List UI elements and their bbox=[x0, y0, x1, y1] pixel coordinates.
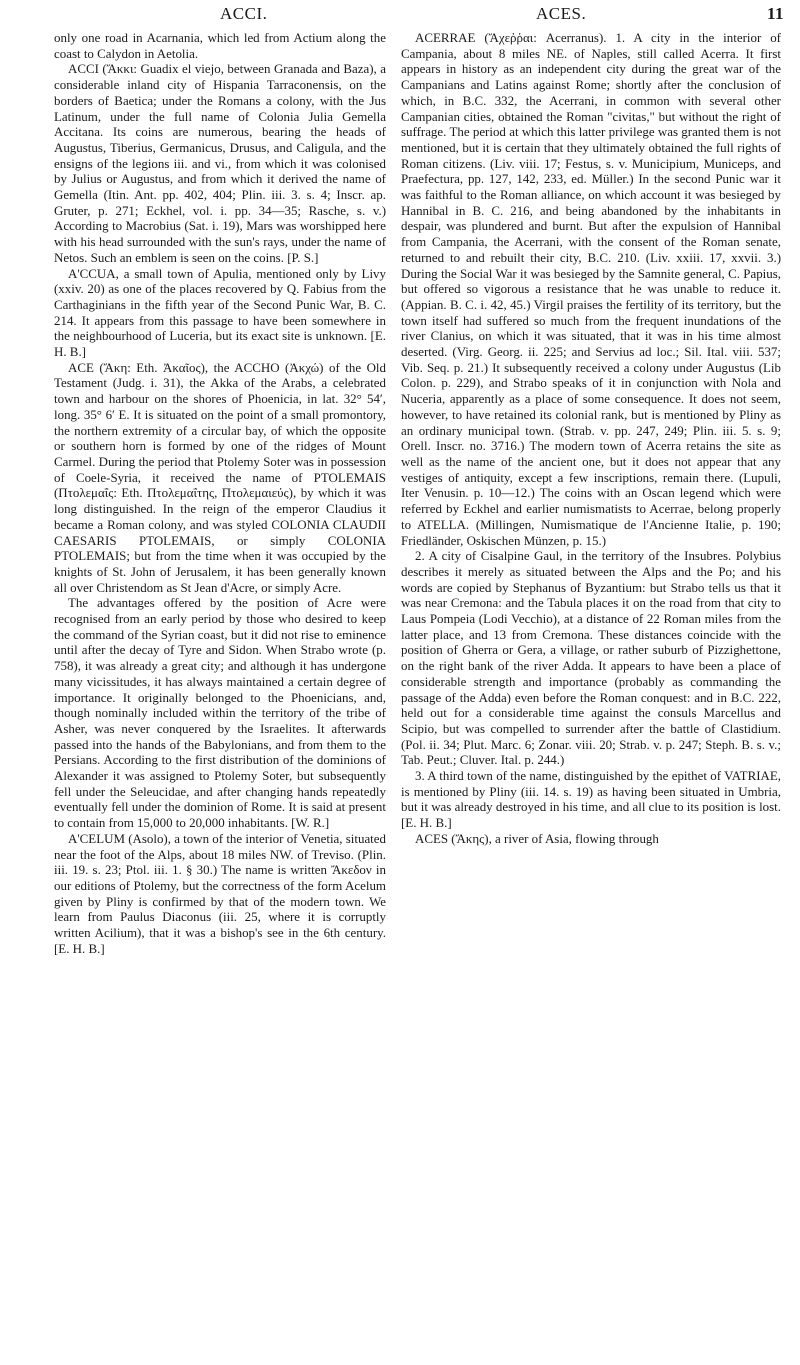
entry-ace-continued: The advantages offered by the position of Acre were recognised from an early period by those who desired to keep the command of the Syrian coast, but it did not rise to eminence until after the decay of Tyre and Sidon. When Strabo wrote (p. 758), it was already a great city; and although it has undergone many vicissitudes, it has always maintained a certain degree of importance. It originally belonged to the Phoenicians, and, though nominally included within the territory of the tribe of Asher, was never conquered by the Israelites. It afterwards passed into the hands of the Babylonians, and from them to the Persians. According to the first distribution of the dominions of Alexander it was assigned to Ptolemy Soter, but subsequently fell under the Seleucidae, and after changing hands repeatedly eventually fell under the dominion of Rome. It is said at present to contain from 15,000 to 20,000 inhabitants. [W. R.] bbox=[54, 595, 386, 831]
entry-acerrae-3: 3. A third town of the name, distinguished by the epithet of VATRIAE, is mentioned by Pliny (iii. 14. s. 19) as having been situated in Umbria, but it was already destroyed in his time, and all clue to its position is lost. [E. H. B.] bbox=[401, 768, 781, 831]
right-running-head: ACES. bbox=[536, 4, 587, 23]
entry-ace: ACE (Ἄκη: Eth. Ἀκαῖος), the ACCHO (Ἀκχώ) of the Old Testament (Judg. i. 31), the Akka of the Arabs, a celebrated town and harbour on the shores of Phoenicia, in lat. 32° 54′, long. 35° 6′ E. It is situated on the point of a small promontory, the northern extremity of a circular bay, of which the opposite or southern horn is formed by one of the ridges of Mount Carmel. During the period that Ptolemy Soter was in possession of Coele-Syria, it received the name of PTOLEMAIS (Πτολεμαΐς: Eth. Πτολεμαΐτης, Πτολεμαιεύς), by which it was long distinguished. In the reign of the emperor Claudius it became a Roman colony, and was styled COLONIA CLAUDII CAESARIS PTOLEMAIS, or simply COLONIA PTOLEMAIS; but from the time when it was occupied by the knights of St. John of Jerusalem, it has been generally known all over Christendom as St Jean d'Acre, or simply Acre. bbox=[54, 359, 386, 595]
entry-aces: ACES (Ἄκης), a river of Asia, flowing through bbox=[415, 830, 659, 846]
right-column bbox=[401, 30, 781, 1359]
entry-acerrae-2: 2. A city of Cisalpine Gaul, in the territory of the Insubres. Polybius describes it merely as situated between the Alps and the Po; and his words are copied by Stephanus of Byzantium: but Strabo tells us that it was near Cremona: and the Tabula places it on the road from that city to Laus Pompeia (Lodi Vecchio), at a distance of 22 Roman miles from the latter place, and 13 from Cremona. These distances coincide with the position of Gherra or Gera, a village, or rather suburb of Pizzighettone, on the right bank of the river Adda. It appears to have been a place of considerable strength and importance (probably as commanding the passage of the Adda) even before the Roman conquest: and in B.C. 222, held out for a considerable time against the consuls Marcellus and Scipio, but was compelled to surrender after the battle of Clastidium. (Pol. ii. 34; Plut. Marc. 6; Zonar. viii. 20; Strab. v. p. 247; Steph. B. s. v.; Tab. Peut.; Cluver. Ital. p. 244.) bbox=[401, 548, 781, 768]
left-column bbox=[54, 30, 386, 1359]
page-number: 11 bbox=[766, 4, 784, 23]
entry-acci: ACCI (Ἄκκι: Guadix el viejo, between Granada and Baza), a considerable inland city of Hispania Tarraconensis, on the borders of Baetica; under the Romans a colony, with the Jus Latinum, under the full name of Colonia Julia Gemella Accitana. Its coins are numerous, bearing the heads of Augustus, Tiberius, Germanicus, Drusus, and Caligula, and the ensigns of the legions iii. and vi., from which it was colonised by Julius or Augustus, and from which it derived the name of Gemella (Itin. Ant. pp. 402, 404; Plin. iii. 3. s. 4; Inscr. ap. Gruter, p. 271; Eckhel, vol. i. pp. 34—35; Rasche, s. v.) According to Macrobius (Sat. i. 19), Mars was worshipped here with his head surrounded with the sun's rays, under the name of Netos. Such an emblem is seen on the coins. [P. S.] bbox=[54, 61, 386, 265]
entry-accua: A'CCUA, a small town of Apulia, mentioned only by Livy (xxiv. 20) as one of the places recovered by Q. Fabius from the Carthaginians in the fifth year of the Second Punic War, B. C. 214. It appears from this passage to have been somewhere in the neighbourhood of Luceria, but its exact site is unknown. [E. H. B.] bbox=[54, 265, 386, 360]
left-running-head: ACCI. bbox=[220, 4, 268, 23]
entry-acelum: A'CELUM (Asolo), a town of the interior of Venetia, situated near the foot of the Alps, about 18 miles NW. of Treviso. (Plin. iii. 19. s. 23; Ptol. iii. 1. § 30.) The name is written Ἄκεδον in our editions of Ptolemy, but the correctness of the form Acelum given by Pliny is confirmed by that of the modern town. We learn from Paulus Diaconus (iii. 25, where it is corruptly written Acilium), that it was a bishop's see in the 6th century. [E. H. B.] bbox=[54, 830, 386, 956]
entry-continuation-paragraph: only one road in Acarnania, which led from Actium along the coast to Calydon in Aetolia. bbox=[54, 30, 386, 61]
entry-acerrae: ACERRAE (Ἄχεῤῥαι: Acerranus). 1. A city in the interior of Campania, about 8 miles NE. of Naples, still called Acerra. It first appears in history as an independent city during the great war of the Campanians and Latins against Rome; shortly after the conclusion of which, in B.C. 332, the Acerrani, in common with several other Campanian cities, obtained the Roman "civitas," but without the right of suffrage. The period at which this latter privilege was granted them is not mentioned, but it is certain that they ultimately obtained the full rights of Roman citizens. (Liv. viii. 17; Festus, s. v. Municipium, Municeps, and Praefectura, pp. 127, 142, 233, ed. Müller.) In the second Punic war it was faithful to the Roman alliance, on which account it was besieged by Hannibal in B. C. 216, and being abandoned by the inhabitants in despair, was plundered and burnt. But after the expulsion of Hannibal from Campania, the Acerrani, with the consent of the Roman senate, returned to and rebuilt their city, B.C. 210. (Liv. xxiii. 17, xxvii. 3.) During the Social War it was besieged by the Samnite general, C. Papius, but offered so vigorous a resistance that he was unable to reduce it. (Appian. B. C. i. 42, 45.) Virgil praises the fertility of its territory, but the town itself had suffered so much from the frequent inundations of the river Clanius, on which it was situated, that it was in his time almost deserted. (Virg. Georg. ii. 225; and Servius ad loc.; Sil. Ital. viii. 537; Vib. Seq. p. 21.) It subsequently received a colony under Augustus (Lib Colon. p. 229), and Strabo speaks of it in conjunction with Nola and Nuceria, apparently as a place of some consequence. It does not seem, however, to have retained its colonial rank, but is mentioned by Pliny as an ordinary municipal town. (Strab. v. pp. 247, 249; Plin. iii. 5. s. 9; Orell. Inscr. no. 3716.) The modern town of Acerra retains the site as well as the name of the ancient one, but it does not appear that any vestiges of antiquity, except a few inscriptions, remain there. (Lupuli, Iter Venusin. p. 10—12.) The coins with an Oscan legend which were referred by Eckhel and earlier numismatists to Acerrae, belong properly to ATELLA. (Millingen, Numismatique de l'Ancienne Italie, p. 190; Friedländer, Oskischen Münzen, p. 15.) bbox=[401, 30, 781, 548]
